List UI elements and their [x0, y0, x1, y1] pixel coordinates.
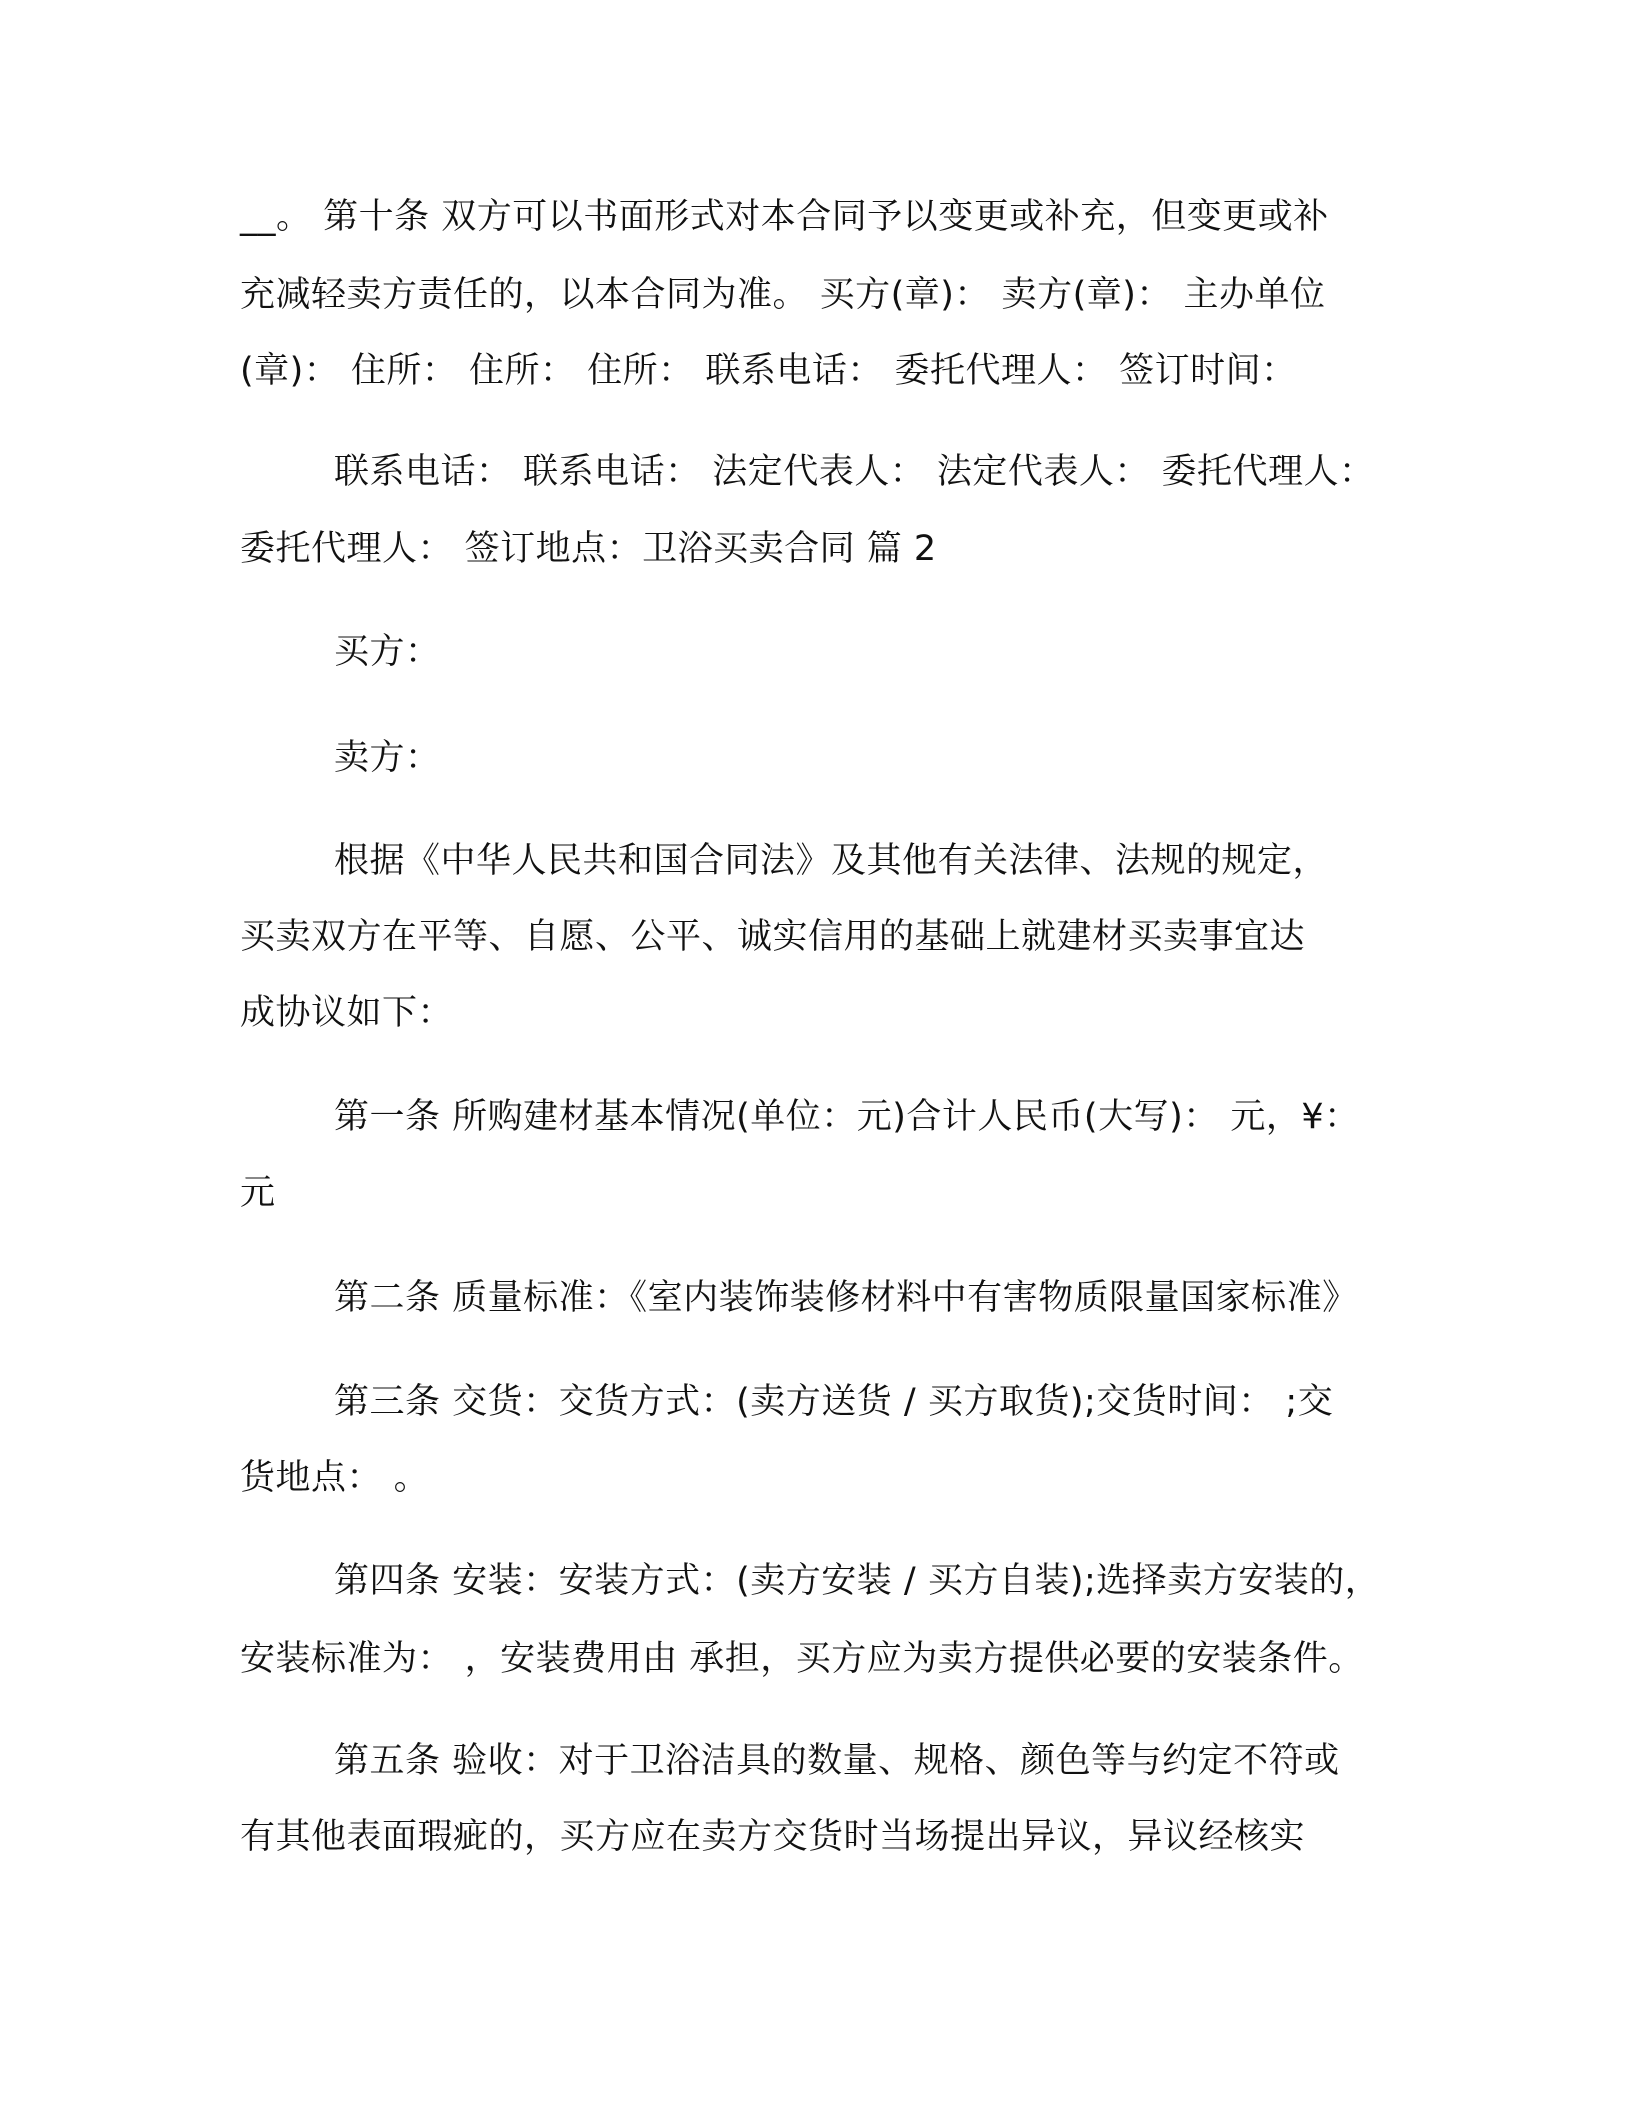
text-line: 第二条 质量标准：《室内装饰装修材料中有害物质限量国家标准》	[334, 1278, 1358, 1318]
text-line: 买卖双方在平等、自愿、公平、诚实信用的基础上就建材买卖事宜达	[240, 917, 1306, 957]
text-line: 委托代理人： 签订地点：卫浴买卖合同 篇 2	[240, 529, 937, 569]
text-line: __。 第十条 双方可以书面形式对本合同予以变更或补充，但变更或补	[240, 197, 1329, 237]
text-line: 安装标准为： ，安装费用由 承担，买方应为卖方提供必要的安装条件。	[240, 1639, 1364, 1679]
text-line: 卖方：	[334, 738, 441, 778]
text-line: 成协议如下：	[240, 993, 454, 1033]
text-line: (章)： 住所： 住所： 住所： 联系电话： 委托代理人： 签订时间：	[240, 351, 1297, 391]
text-line: 第五条 验收：对于卫浴洁具的数量、规格、颜色等与约定不符或	[334, 1741, 1340, 1781]
text-line: 第四条 安装：安装方式：(卖方安装 / 买方自装);选择卖方安装的，	[334, 1561, 1381, 1601]
text-line: 元	[240, 1173, 276, 1213]
text-line: 第一条 所购建材基本情况(单位：元)合计人民币(大写)： 元，¥：	[334, 1097, 1360, 1137]
text-line: 货地点： 。	[240, 1458, 430, 1498]
text-line: 买方：	[334, 632, 441, 672]
text-line: 有其他表面瑕疵的，买方应在卖方交货时当场提出异议，异议经核实	[240, 1817, 1306, 1857]
text-line: 第三条 交货：交货方式：(卖方送货 / 买方取货);交货时间： ;交	[334, 1382, 1334, 1422]
text-line: 根据《中华人民共和国合同法》及其他有关法律、法规的规定，	[334, 841, 1329, 881]
text-line: 联系电话： 联系电话： 法定代表人： 法定代表人： 委托代理人：	[334, 452, 1375, 492]
text-line: 充减轻卖方责任的，以本合同为准。 买方(章)： 卖方(章)： 主办单位	[240, 275, 1326, 315]
